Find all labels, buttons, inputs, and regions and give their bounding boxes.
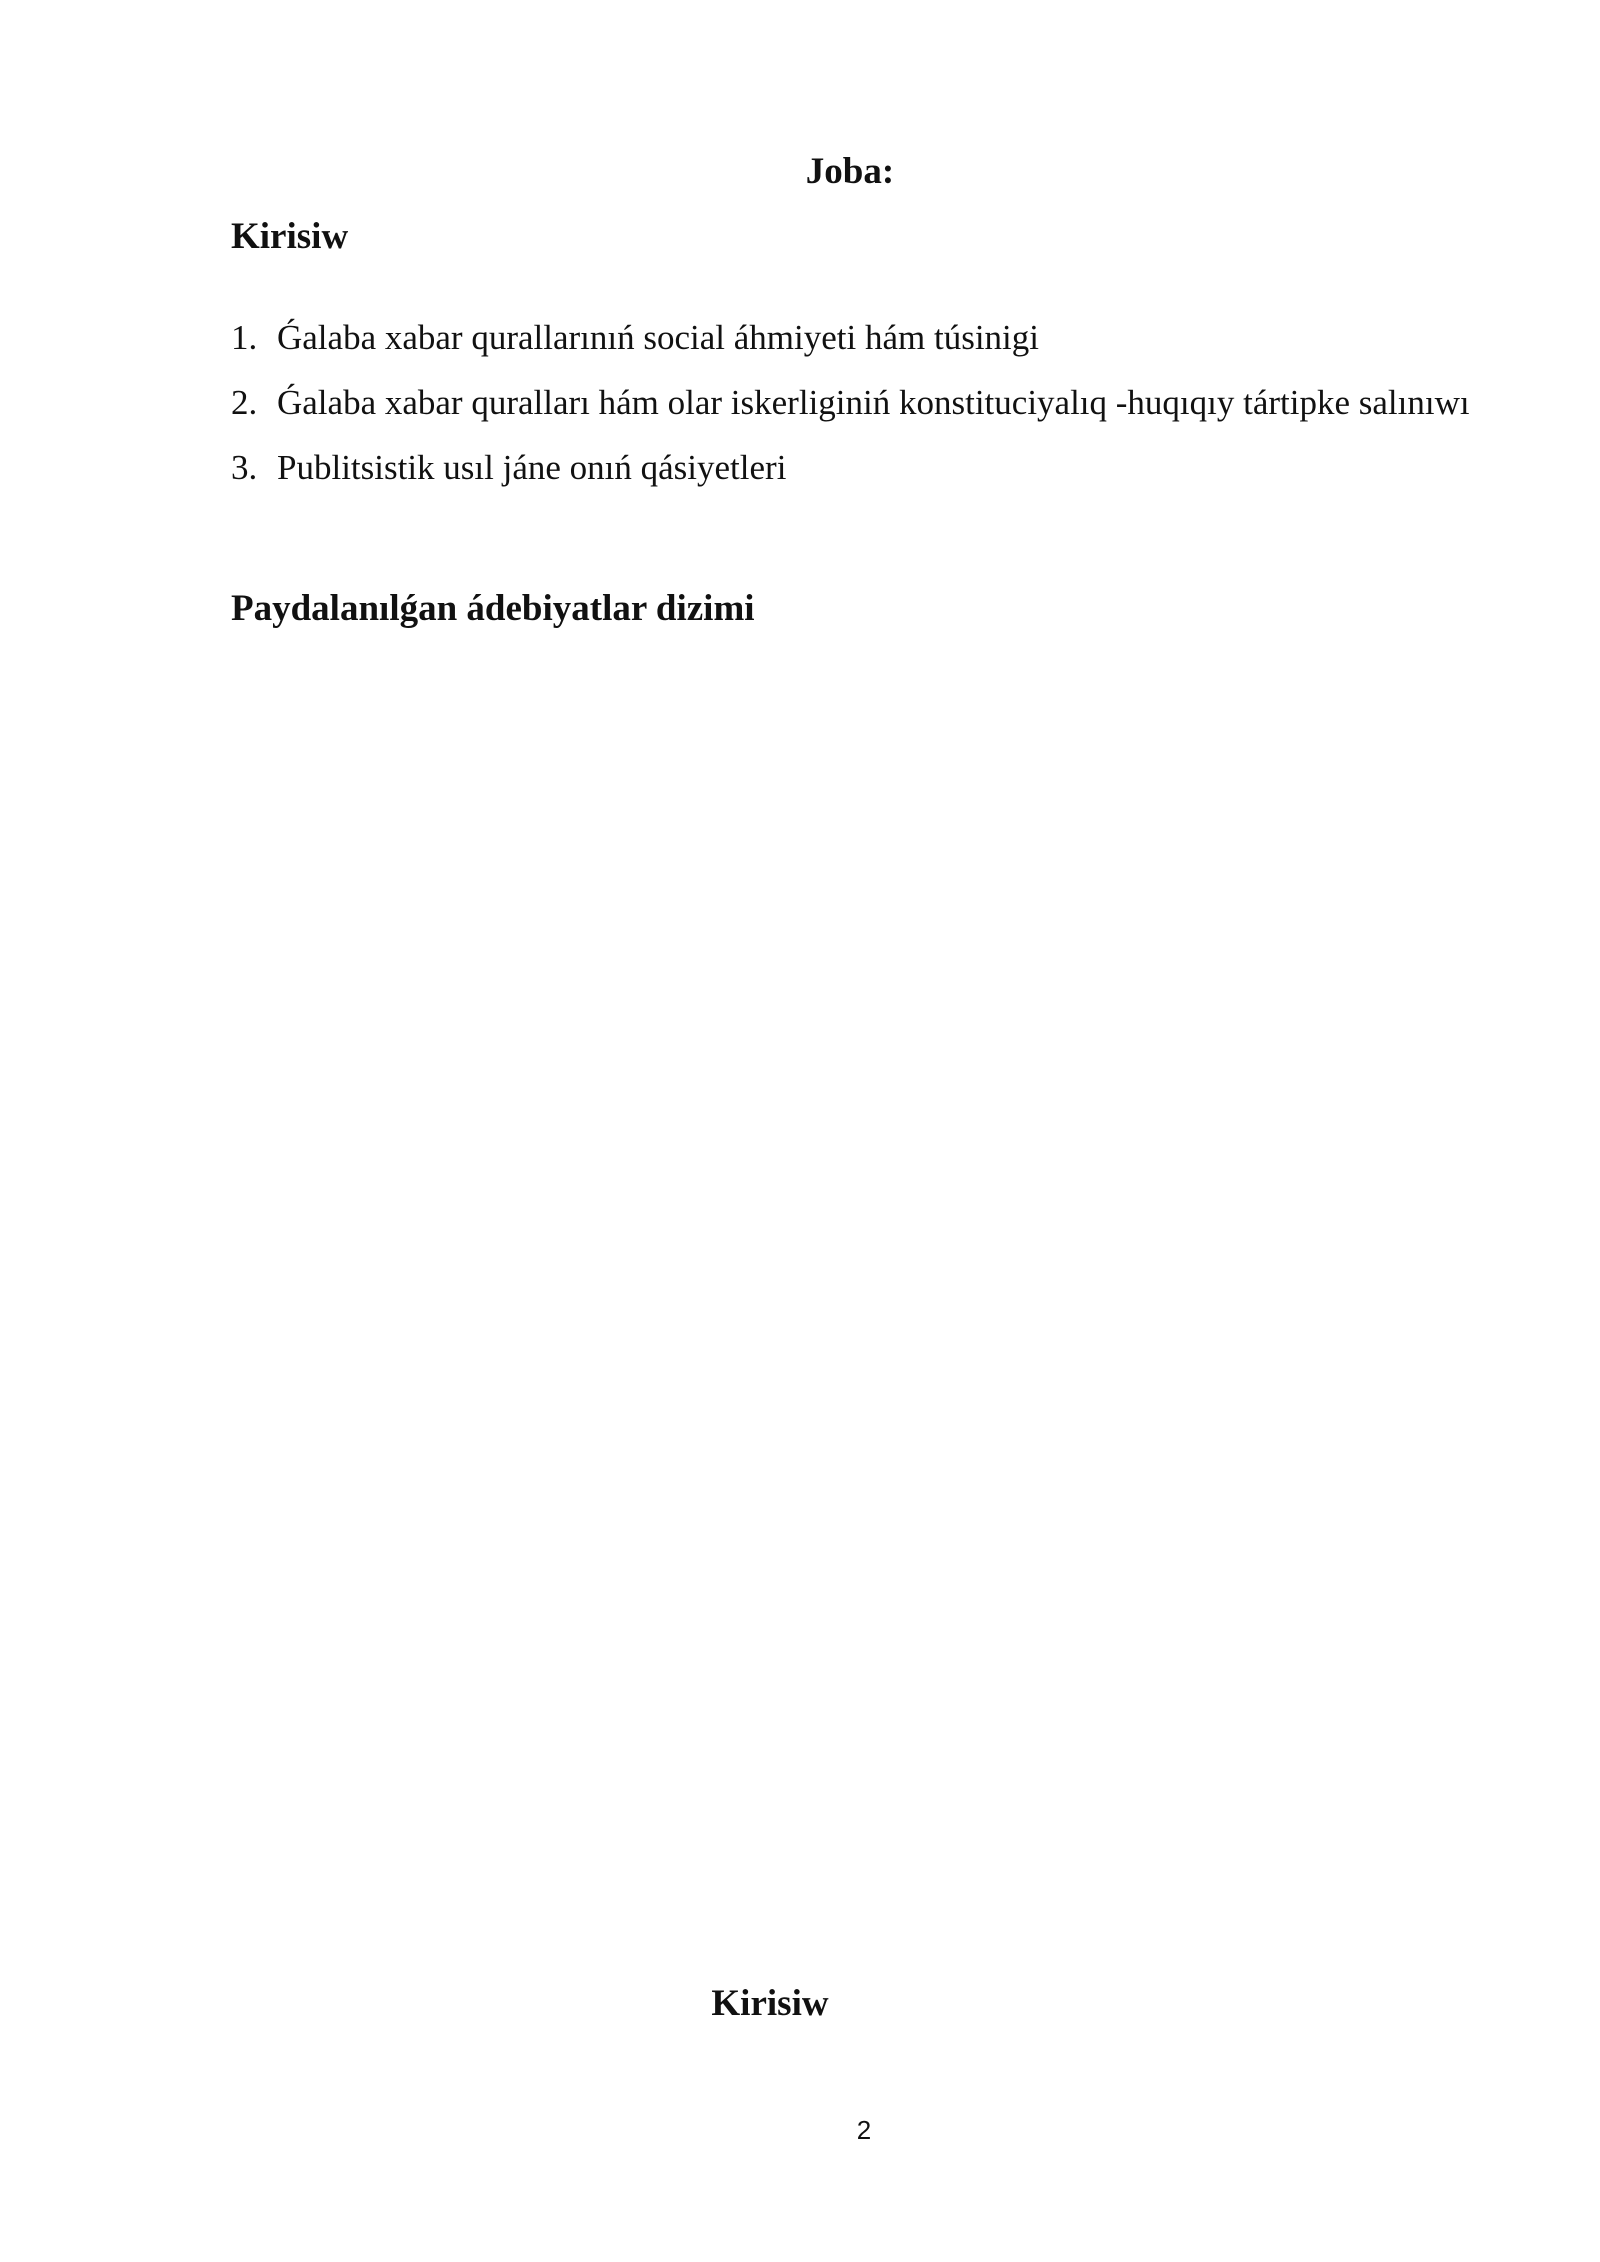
toc-item-number: 1. — [231, 318, 258, 357]
references-heading: Paydalanılǵan ádebiyatlar dizimi — [231, 588, 755, 629]
toc-item-2 — [231, 370, 1495, 435]
toc-item-3 — [231, 435, 1495, 500]
toc-item-text: Ǵalaba xabar quralları hám olar iskerliginiń konstituciyalıq -huqıqıy tártipke salınıwı — [277, 383, 1470, 422]
section-title: Kirisiw — [711, 1983, 829, 2024]
page-title: Joba: — [805, 151, 895, 192]
toc-item-text: Publitsistik usıl jáne onıń qásiyetleri — [277, 448, 787, 487]
table-of-contents — [231, 305, 1495, 500]
toc-item-1 — [231, 305, 1495, 370]
toc-item-number: 2. — [231, 383, 258, 422]
page-number: 2 — [856, 2115, 872, 2145]
toc-item-text: Ǵalaba xabar qurallarınıń social áhmiyeti hám túsinigi — [277, 318, 1039, 357]
intro-heading: Kirisiw — [231, 216, 349, 257]
toc-item-number: 3. — [231, 448, 258, 487]
